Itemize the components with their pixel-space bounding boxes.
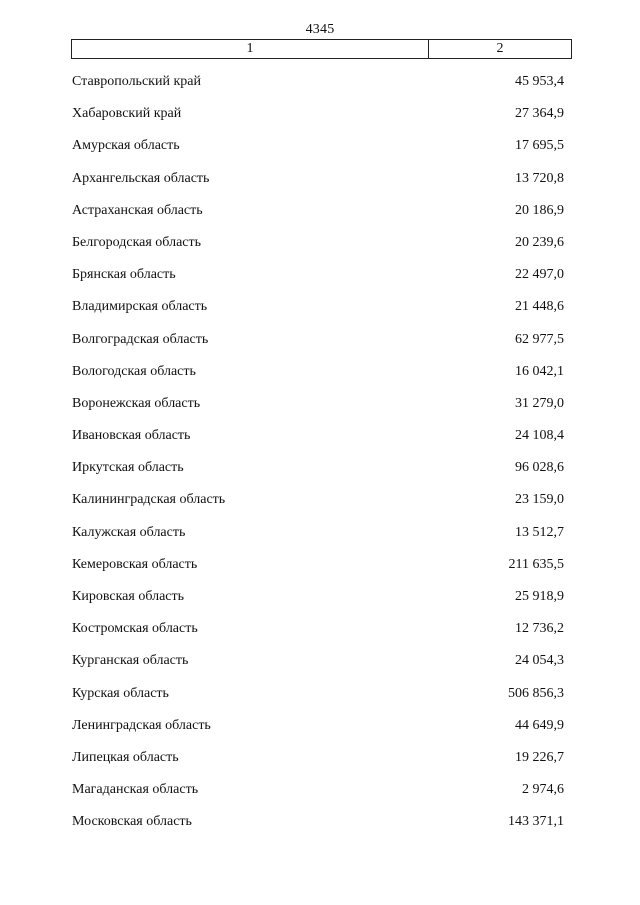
region-value: 19 226,7: [515, 749, 564, 765]
table-body: [0, 68, 640, 841]
table-row: [0, 229, 640, 261]
region-value: 21 448,6: [515, 299, 564, 315]
region-name: Калужская область: [72, 524, 186, 540]
region-value: 22 497,0: [515, 267, 564, 283]
region-value: 45 953,4: [515, 74, 564, 89]
table-row: [0, 647, 640, 679]
region-value: 62 977,5: [515, 331, 564, 347]
region-name: Брянская область: [72, 267, 176, 283]
table-row: [0, 744, 640, 776]
table-row: [0, 358, 640, 390]
table-row: [0, 454, 640, 486]
region-name: Курганская область: [72, 653, 189, 669]
table-row: [0, 197, 640, 229]
table-row: [0, 132, 640, 164]
region-value: 96 028,6: [515, 460, 564, 476]
region-value: 2 974,6: [522, 782, 564, 798]
region-name: Иркутская область: [72, 460, 184, 476]
region-value: 211 635,5: [508, 556, 564, 572]
region-name: Ивановская область: [72, 428, 191, 444]
region-value: 17 695,5: [515, 138, 564, 154]
region-name: Владимирская область: [72, 299, 208, 315]
region-name: Липецкая область: [72, 749, 179, 765]
region-name: Амурская область: [72, 138, 180, 154]
region-name: Белгородская область: [72, 234, 202, 250]
region-name: Ставропольский край: [72, 74, 201, 89]
table-row: [0, 776, 640, 808]
region-value: 24 108,4: [515, 428, 564, 444]
region-name: Курская область: [72, 685, 169, 701]
table-row: [0, 326, 640, 358]
region-name: Кемеровская область: [72, 556, 198, 572]
region-value: 25 918,9: [515, 589, 564, 604]
region-value: 506 856,3: [508, 685, 564, 701]
table-row: [0, 422, 640, 454]
table-row: [0, 808, 640, 840]
region-value: 23 159,0: [515, 492, 564, 508]
table-row: [0, 680, 640, 712]
region-value: 16 042,1: [515, 363, 564, 379]
region-value: 27 364,9: [515, 106, 564, 122]
region-value: 143 371,1: [508, 814, 564, 830]
region-name: Вологодская область: [72, 363, 196, 379]
table-row: [0, 712, 640, 744]
region-name: Хабаровский край: [72, 106, 182, 122]
region-name: Астраханская область: [72, 202, 203, 218]
table-row: [0, 615, 640, 647]
region-value: 24 054,3: [515, 653, 564, 669]
table-row: [0, 486, 640, 518]
table-row: [0, 100, 640, 132]
region-name: Магаданская область: [72, 782, 199, 798]
table-row: [0, 390, 640, 422]
table-row: [0, 261, 640, 293]
region-value: 12 736,2: [515, 621, 564, 637]
region-name: Волгоградская область: [72, 331, 209, 347]
region-name: Воронежская область: [72, 395, 201, 411]
table-row: [0, 519, 640, 551]
region-name: Костромская область: [72, 621, 198, 637]
page-number: 4345: [305, 22, 335, 37]
region-value: 44 649,9: [515, 717, 564, 733]
region-name: Ленинградская область: [72, 717, 211, 733]
table-row: [0, 551, 640, 583]
table-row: [0, 293, 640, 325]
table-row: [0, 583, 640, 615]
region-value: 20 239,6: [515, 234, 564, 250]
column-header-2: 2: [496, 41, 504, 56]
table-row: [0, 68, 640, 100]
region-value: 13 512,7: [515, 524, 564, 540]
region-name: Архангельская область: [72, 170, 210, 186]
region-value: 13 720,8: [515, 170, 564, 186]
table-row: [0, 165, 640, 197]
column-header-1: 1: [72, 40, 429, 58]
region-value: 20 186,9: [515, 202, 564, 218]
table-header: [71, 39, 572, 59]
region-value: 31 279,0: [515, 395, 564, 411]
region-name: Кировская область: [72, 589, 185, 604]
region-name: Калининградская область: [72, 492, 226, 508]
region-name: Московская область: [72, 814, 192, 830]
